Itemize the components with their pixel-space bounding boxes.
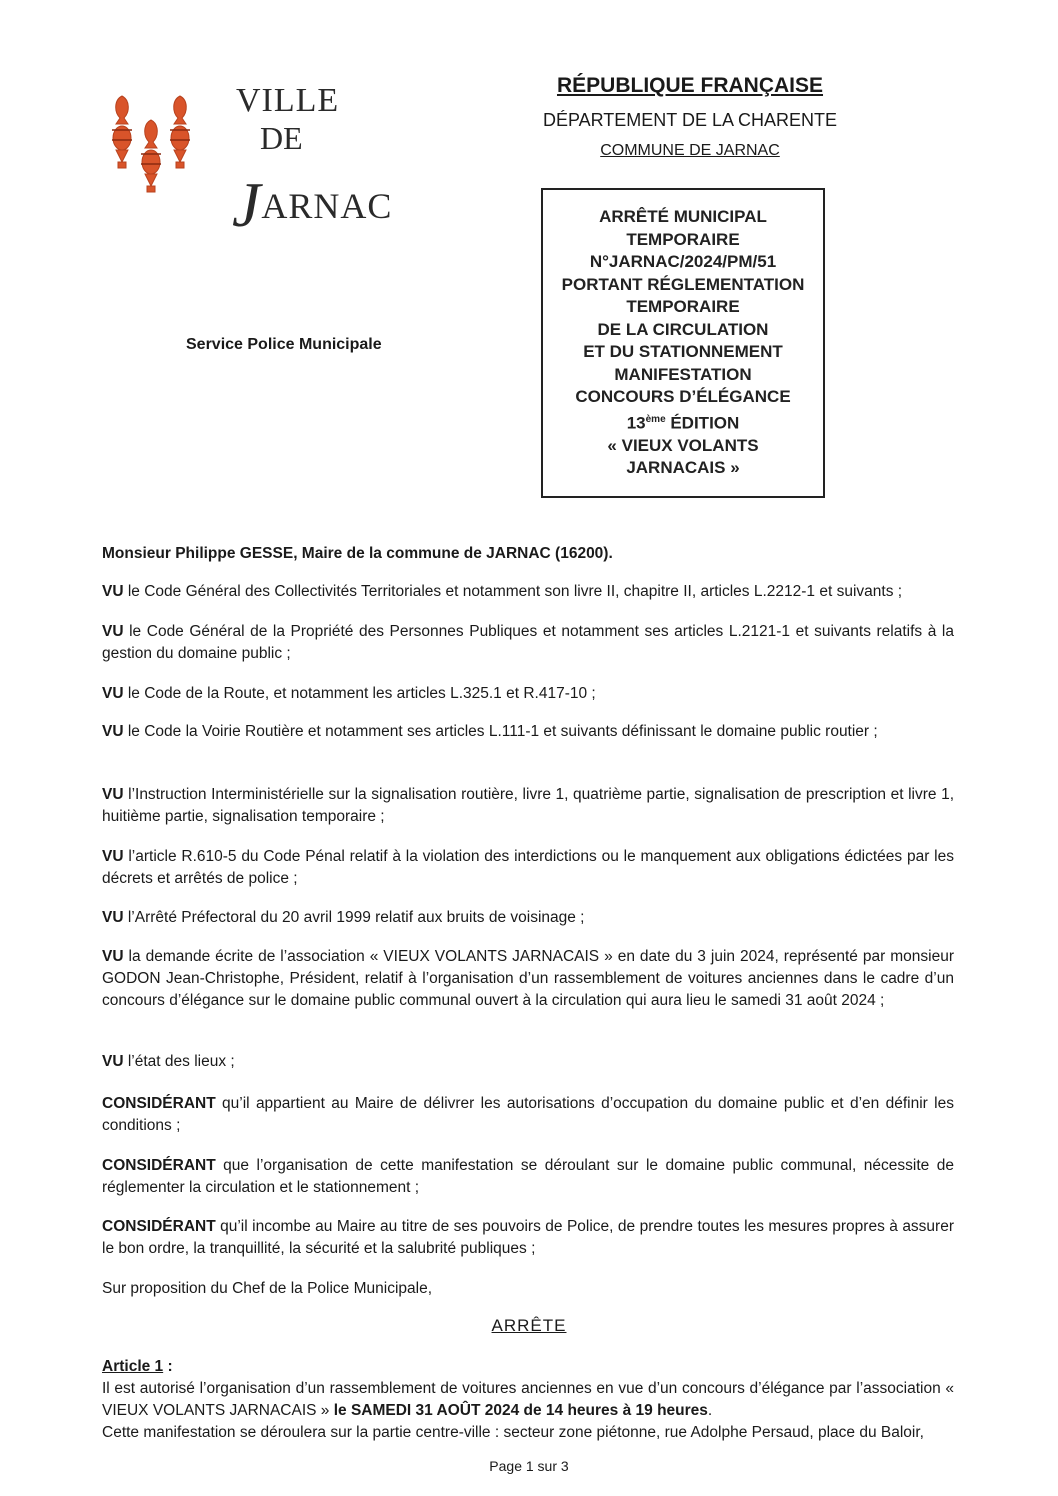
vu-paragraph: VU le Code Général de la Propriété des Personnes Publiques et notamment ses articles L.2121-1 et suivants relatifs à la gestion du domaine public ; — [102, 623, 954, 662]
association-name-line: « VIEUX VOLANTS — [607, 435, 759, 455]
vu-paragraph: VU l’article R.610-5 du Code Pénal relatif à la violation des interdictions ou le manquement aux obligations édictées par les décrets et arrêtés de police ; — [102, 848, 954, 887]
page-number: Page 1 sur 3 — [489, 1458, 569, 1474]
decree-title-box — [541, 188, 825, 498]
arrete-heading: ARRÊTE — [491, 1316, 567, 1335]
vu-paragraph: VU l’Instruction Interministérielle sur la signalisation routière, livre 1, quatrième partie, signalisation de prescription et livre 1, huitième partie, signalisation temporaire ; — [102, 786, 954, 825]
logo-word-jarnac — [232, 160, 393, 240]
logo-jarnac-initial: J — [232, 169, 262, 240]
title-line: PORTANT RÉGLEMENTATION — [561, 274, 805, 294]
article-1-title: Article 1 — [102, 1358, 164, 1375]
title-line: TEMPORAIRE — [626, 297, 740, 317]
vu-paragraph: VU le Code de la Route, et notamment les articles L.325.1 et R.417-10 ; — [102, 685, 596, 702]
title-line: DE LA CIRCULATION — [597, 319, 769, 339]
vu-paragraph: VU le Code la Voirie Routière et notamment ses articles L.111-1 et suivants définissant le domaine public routier ; — [102, 723, 878, 740]
commune-title: COMMUNE DE JARNAC — [600, 142, 780, 159]
association-name-line: JARNACAIS » — [626, 458, 740, 478]
considerant-paragraph: CONSIDÉRANT qu’il incombe au Maire au titre de ses pouvoirs de Police, de prendre toutes les mesures propres à assurer le bon ordre, la tranquillité, la sécurité et la salubrité publiques ; — [102, 1218, 954, 1257]
edition-line: 13ème ÉDITION — [626, 413, 740, 433]
title-line: TEMPORAIRE — [626, 229, 740, 249]
title-line: ARRÊTÉ MUNICIPAL — [599, 207, 767, 227]
vu-paragraph: VU l’état des lieux ; — [102, 1053, 235, 1070]
service-name: Service Police Municipale — [186, 336, 382, 353]
fish-figures-icon — [104, 90, 200, 210]
considerant-paragraph: CONSIDÉRANT qu’il appartient au Maire de délivrer les autorisations d’occupation du domaine public et d’en définir les conditions ; — [102, 1095, 954, 1134]
logo-jarnac-rest: ARNAC — [261, 186, 393, 226]
proposal-line: Sur proposition du Chef de la Police Municipale, — [102, 1280, 432, 1297]
city-logo — [104, 82, 394, 240]
country-title: RÉPUBLIQUE FRANÇAISE — [556, 74, 824, 97]
mayor-line: Monsieur Philippe GESSE, Maire de la commune de JARNAC (16200). — [102, 545, 613, 562]
vu-paragraph: VU l’Arrêté Préfectoral du 20 avril 1999 relatif aux bruits de voisinage ; — [102, 909, 585, 926]
title-line: MANIFESTATION — [614, 364, 752, 384]
article-1: Article 1 : Il est autorisé l’organisation d’un rassemblement de voitures anciennes en vue d’un concours d’élégance par l’association « VIEUX VOLANTS JARNACAIS » le SAMEDI 31 AOÛT 2024 de 14 heures à 19 heures. Cette manifestation se déroulera sur la partie centre-ville : secteur zone piétonne, rue Adolphe Persaud, place du Baloir, — [102, 1358, 954, 1441]
department-title: DÉPARTEMENT DE LA CHARENTE — [542, 110, 838, 130]
considerant-paragraph: CONSIDÉRANT que l’organisation de cette manifestation se déroulant sur le domaine public communal, nécessite de réglementer la circulation et le stationnement ; — [102, 1157, 954, 1196]
logo-word-de: DE — [260, 120, 303, 156]
vu-paragraph: VU le Code Général des Collectivités Territoriales et notamment son livre II, chapitre II, articles L.2212-1 et suivants ; — [102, 583, 903, 600]
title-line: ET DU STATIONNEMENT — [583, 342, 783, 362]
title-line: CONCOURS D’ÉLÉGANCE — [575, 387, 791, 407]
decree-number: N°JARNAC/2024/PM/51 — [589, 252, 777, 272]
vu-paragraph: VU la demande écrite de l’association « VIEUX VOLANTS JARNACAIS » en date du 3 juin 2024, représenté par monsieur GODON Jean-Christophe, Président, relatif à l’organisation d’un rassemblement de voitures anciennes dans le cadre d’un concours d’élégance sur le domaine public communal ouvert à la circulation qui aura lieu le samedi 31 août 2024 ; — [102, 948, 954, 1009]
logo-word-ville: VILLE — [236, 82, 340, 119]
